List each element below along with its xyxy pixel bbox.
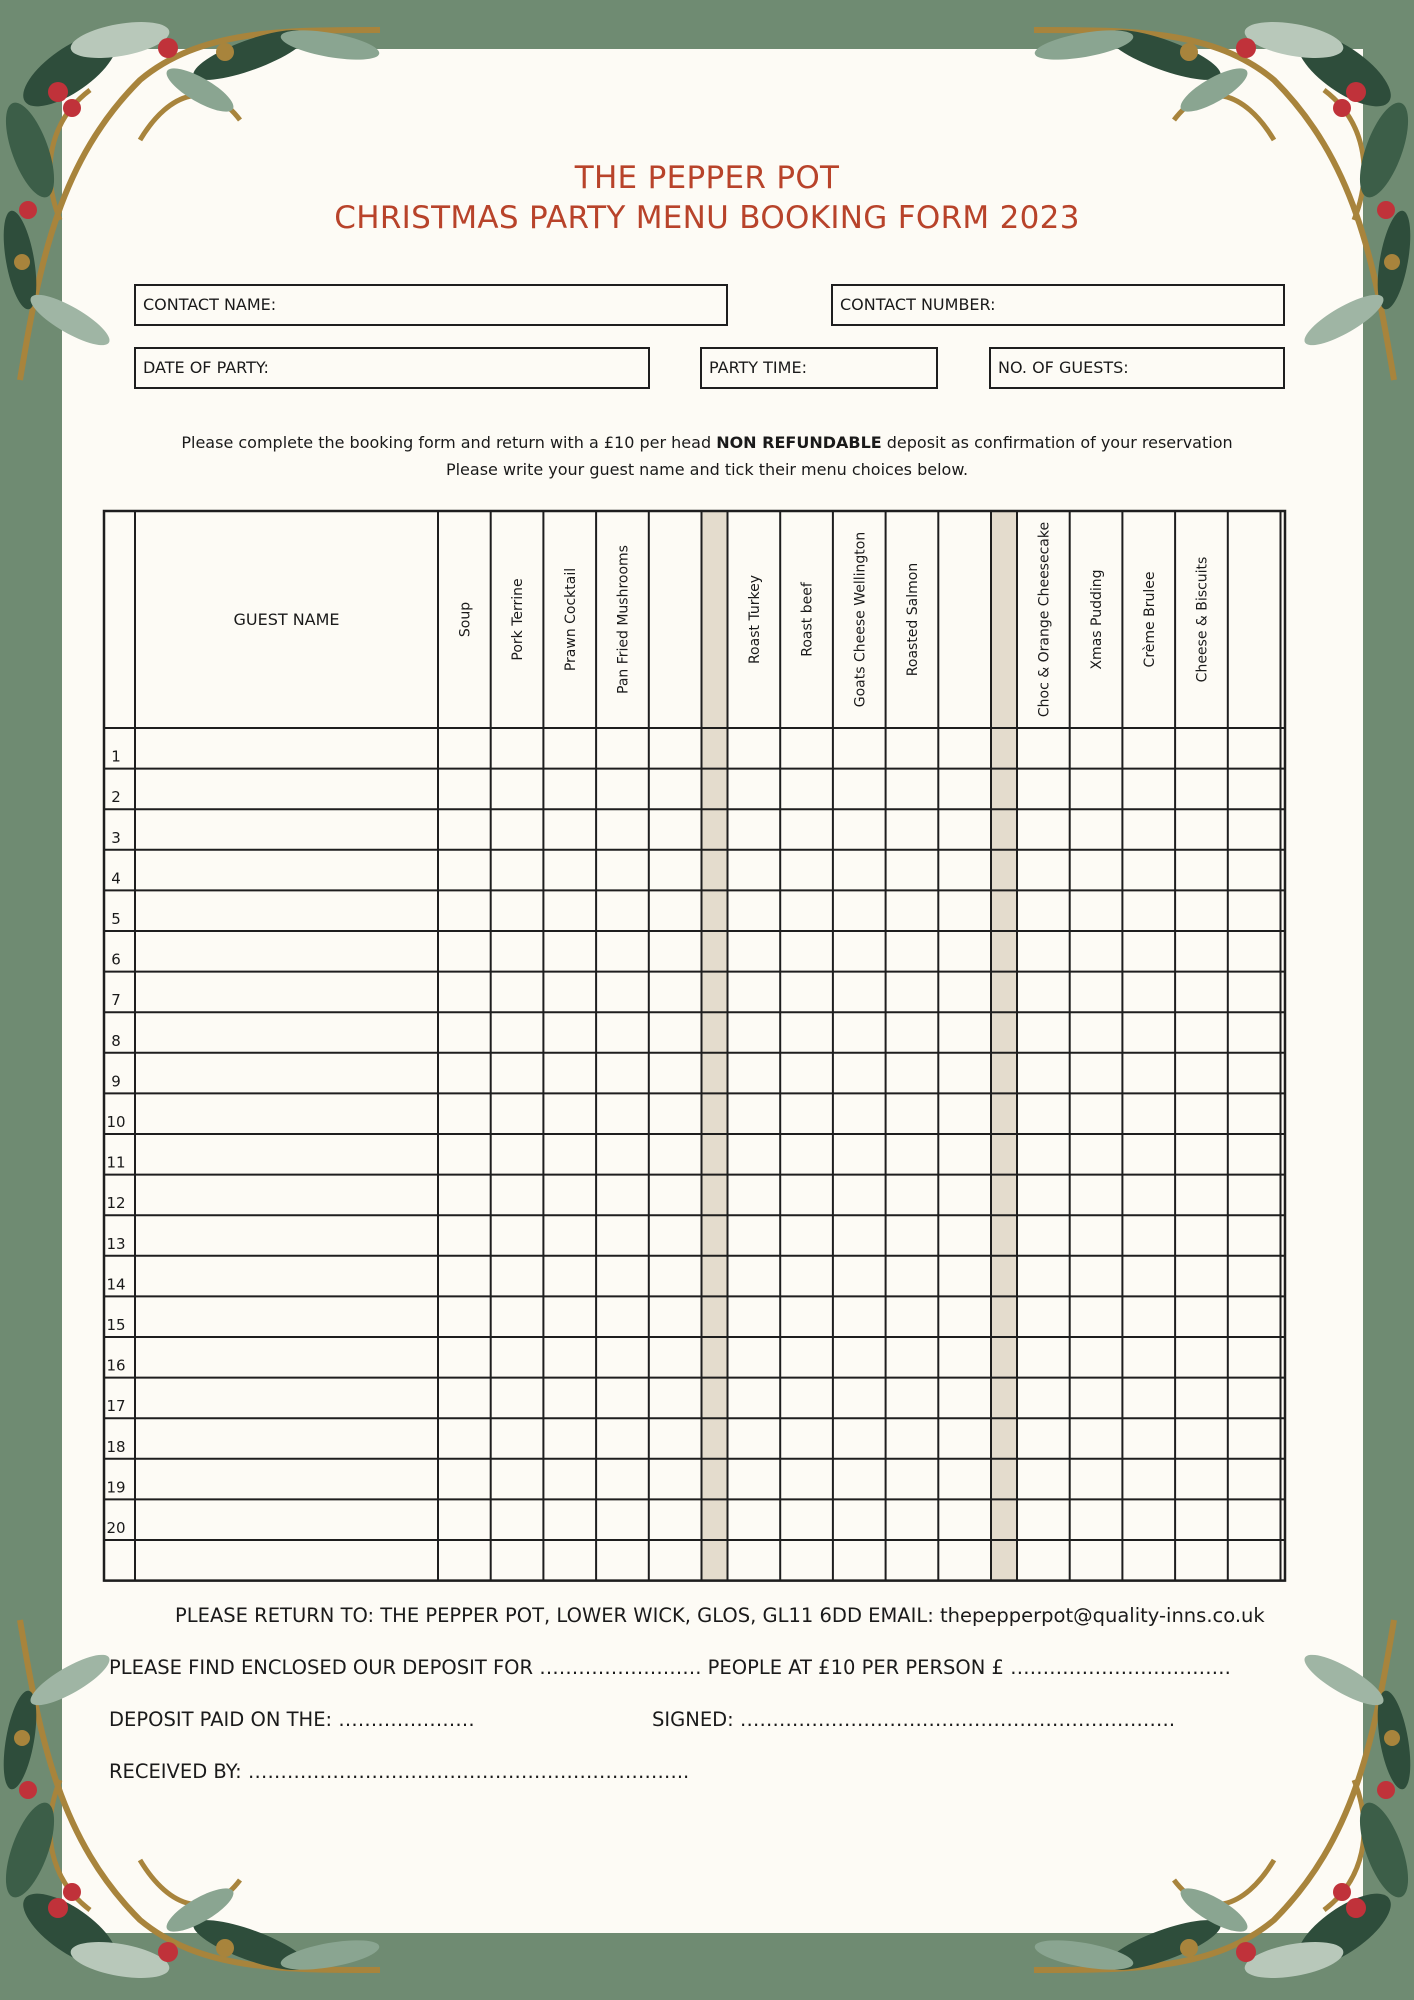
- menu-item-header: Goats Cheese Wellington: [852, 531, 869, 708]
- course-separator: [702, 511, 728, 1581]
- menu-item-header: Xmas Pudding: [1089, 569, 1106, 670]
- deposit-paid-line[interactable]: DEPOSIT PAID ON THE: …………………: [109, 1708, 475, 1731]
- page-subtitle: CHRISTMAS PARTY MENU BOOKING FORM 2023: [334, 200, 1080, 236]
- menu-item-header: Roast beef: [799, 582, 816, 657]
- menu-item-header: Soup: [457, 601, 474, 638]
- contact-name-field[interactable]: CONTACT NAME:: [134, 284, 728, 326]
- instructions-line1: Please complete the booking form and return with a £10 per head NON REFUNDABLE deposit as confirmation of your reservation: [181, 433, 1233, 452]
- row-number: 13: [106, 1234, 126, 1253]
- row-number: 15: [106, 1316, 126, 1334]
- menu-item-header: Choc & Orange Cheesecake: [1036, 521, 1053, 718]
- deposit-for-line[interactable]: PLEASE FIND ENCLOSED OUR DEPOSIT FOR ……………………. PEOPLE AT £10 PER PERSON £ …………………………….: [109, 1656, 1231, 1679]
- row-number: 5: [111, 910, 121, 928]
- row-number: 8: [111, 1031, 121, 1050]
- date-of-party-field[interactable]: DATE OF PARTY:: [134, 347, 650, 389]
- row-number: 11: [106, 1153, 126, 1172]
- row-number: 9: [111, 1072, 121, 1091]
- row-number: 19: [106, 1478, 126, 1497]
- row-number: 20: [106, 1519, 126, 1537]
- return-address: PLEASE RETURN TO: THE PEPPER POT, LOWER WICK, GLOS, GL11 6DD EMAIL: thepepperpot@quality-inns.co.uk: [175, 1604, 1265, 1627]
- row-number: 17: [106, 1397, 126, 1416]
- instructions-line2: Please write your guest name and tick their menu choices below.: [445, 460, 969, 479]
- table-border: [104, 511, 1285, 1581]
- menu-item-header: Roast Turkey: [746, 574, 763, 665]
- row-number: 6: [111, 950, 121, 969]
- row-number: 4: [111, 869, 121, 888]
- row-number: 2: [111, 788, 121, 807]
- menu-item-header: Pork Terrine: [510, 578, 527, 661]
- menu-item-header: Prawn Cocktail: [562, 567, 579, 672]
- row-number: 16: [106, 1356, 126, 1375]
- menu-item-header: Cheese & Biscuits: [1194, 556, 1211, 683]
- row-number: 18: [106, 1437, 126, 1456]
- row-number: 12: [106, 1194, 126, 1213]
- received-by-line[interactable]: RECEIVED BY: …………………………………………………………..: [109, 1760, 690, 1783]
- row-number: 7: [111, 991, 121, 1010]
- row-number: 3: [111, 828, 121, 847]
- guest-name-header: GUEST NAME: [233, 610, 340, 629]
- row-number: 1: [111, 747, 121, 766]
- row-number: 10: [106, 1113, 126, 1131]
- course-separator: [991, 511, 1017, 1581]
- menu-item-header: Pan Fried Mushrooms: [615, 545, 632, 694]
- menu-item-header: Roasted Salmon: [904, 562, 921, 677]
- row-number: 14: [106, 1275, 126, 1294]
- signed-line[interactable]: SIGNED: ………………………………………………………….: [652, 1708, 1176, 1731]
- page-title: THE PEPPER POT: [574, 160, 840, 196]
- no-of-guests-field[interactable]: NO. OF GUESTS:: [989, 347, 1285, 389]
- party-time-field[interactable]: PARTY TIME:: [700, 347, 938, 389]
- contact-number-field[interactable]: CONTACT NUMBER:: [831, 284, 1285, 326]
- menu-item-header: Crème Brulee: [1141, 571, 1158, 668]
